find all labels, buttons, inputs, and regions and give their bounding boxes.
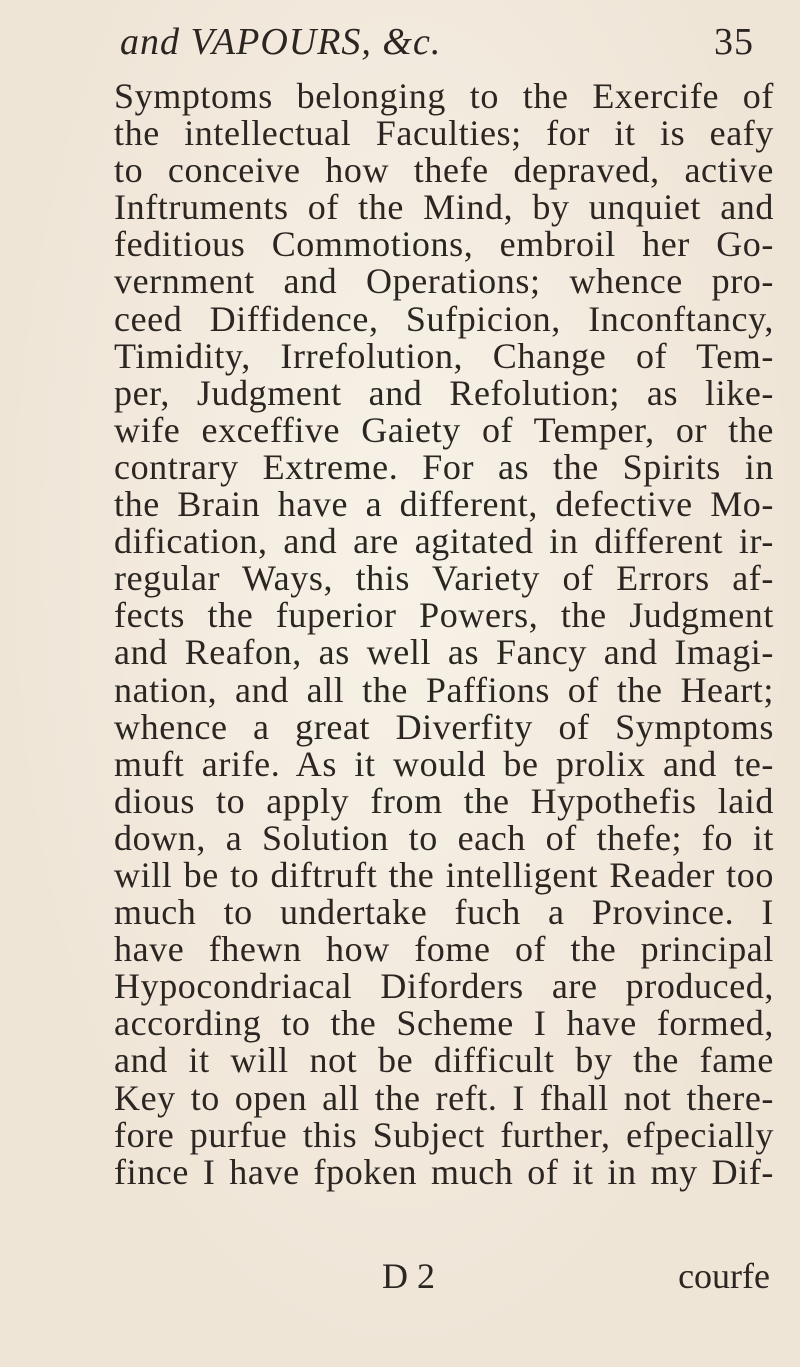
text-line: vernment and Operations; whence pro- — [114, 261, 774, 302]
text-line: regular Ways, this Variety of Errors af- — [114, 558, 774, 599]
text-line: Hypocondriacal Diforders are produced, — [114, 966, 774, 1007]
body-text — [114, 78, 774, 1191]
text-line: and Reafon, as well as Fancy and Imagi- — [114, 632, 774, 673]
text-line: fore purfue this Subject further, efpecially — [114, 1114, 774, 1155]
text-line: Inftruments of the Mind, by unquiet and — [114, 187, 774, 228]
text-line: Key to open all the reft. I fhall not there- — [114, 1077, 774, 1118]
page-footer — [114, 1255, 774, 1297]
text-line: down, a Solution to each of thefe; fo it — [114, 817, 774, 858]
text-line: fince I have fpoken much of it in my Dif- — [114, 1151, 774, 1192]
text-line: per, Judgment and Refolution; as like- — [114, 372, 774, 413]
text-line: dification, and are agitated in different ir- — [114, 521, 774, 562]
text-line: dious to apply from the Hypothefis laid — [114, 780, 774, 821]
text-line: ceed Diffidence, Sufpicion, Inconftancy, — [114, 298, 774, 339]
text-line: the intellectual Faculties; for it is eafy — [114, 113, 774, 154]
text-line: feditious Commotions, embroil her Go- — [114, 224, 774, 265]
text-line: Timidity, Irrefolution, Change of Tem- — [114, 335, 774, 376]
signature-mark: D 2 — [382, 1256, 435, 1296]
text-line: have fhewn how fome of the principal — [114, 929, 774, 970]
text-line: the Brain have a different, defective Mo- — [114, 484, 774, 525]
text-line: Symptoms belonging to the Exercife of — [114, 76, 774, 116]
text-line: and it will not be difficult by the fame — [114, 1040, 774, 1081]
text-line: will be to diftruft the intelligent Reader too — [114, 854, 774, 895]
running-title: and VAPOURS, &c. — [120, 21, 442, 63]
text-line: to conceive how thefe depraved, active — [114, 150, 774, 191]
text-line: fects the fuperior Powers, the Judgment — [114, 595, 774, 636]
running-head — [120, 12, 780, 72]
text-line: much to undertake fuch a Province. I — [114, 892, 774, 933]
text-line: whence a great Diverfity of Symptoms — [114, 706, 774, 747]
text-line: contrary Extreme. For as the Spirits in — [114, 446, 774, 487]
text-line: according to the Scheme I have formed, — [114, 1003, 774, 1044]
text-line: nation, and all the Paffions of the Heart; — [114, 669, 774, 710]
text-line: muft arife. As it would be prolix and te- — [114, 743, 774, 784]
text-line: wife exceffive Gaiety of Temper, or the — [114, 409, 774, 450]
page-number: 35 — [714, 21, 754, 63]
catchword: courfe — [678, 1256, 770, 1296]
